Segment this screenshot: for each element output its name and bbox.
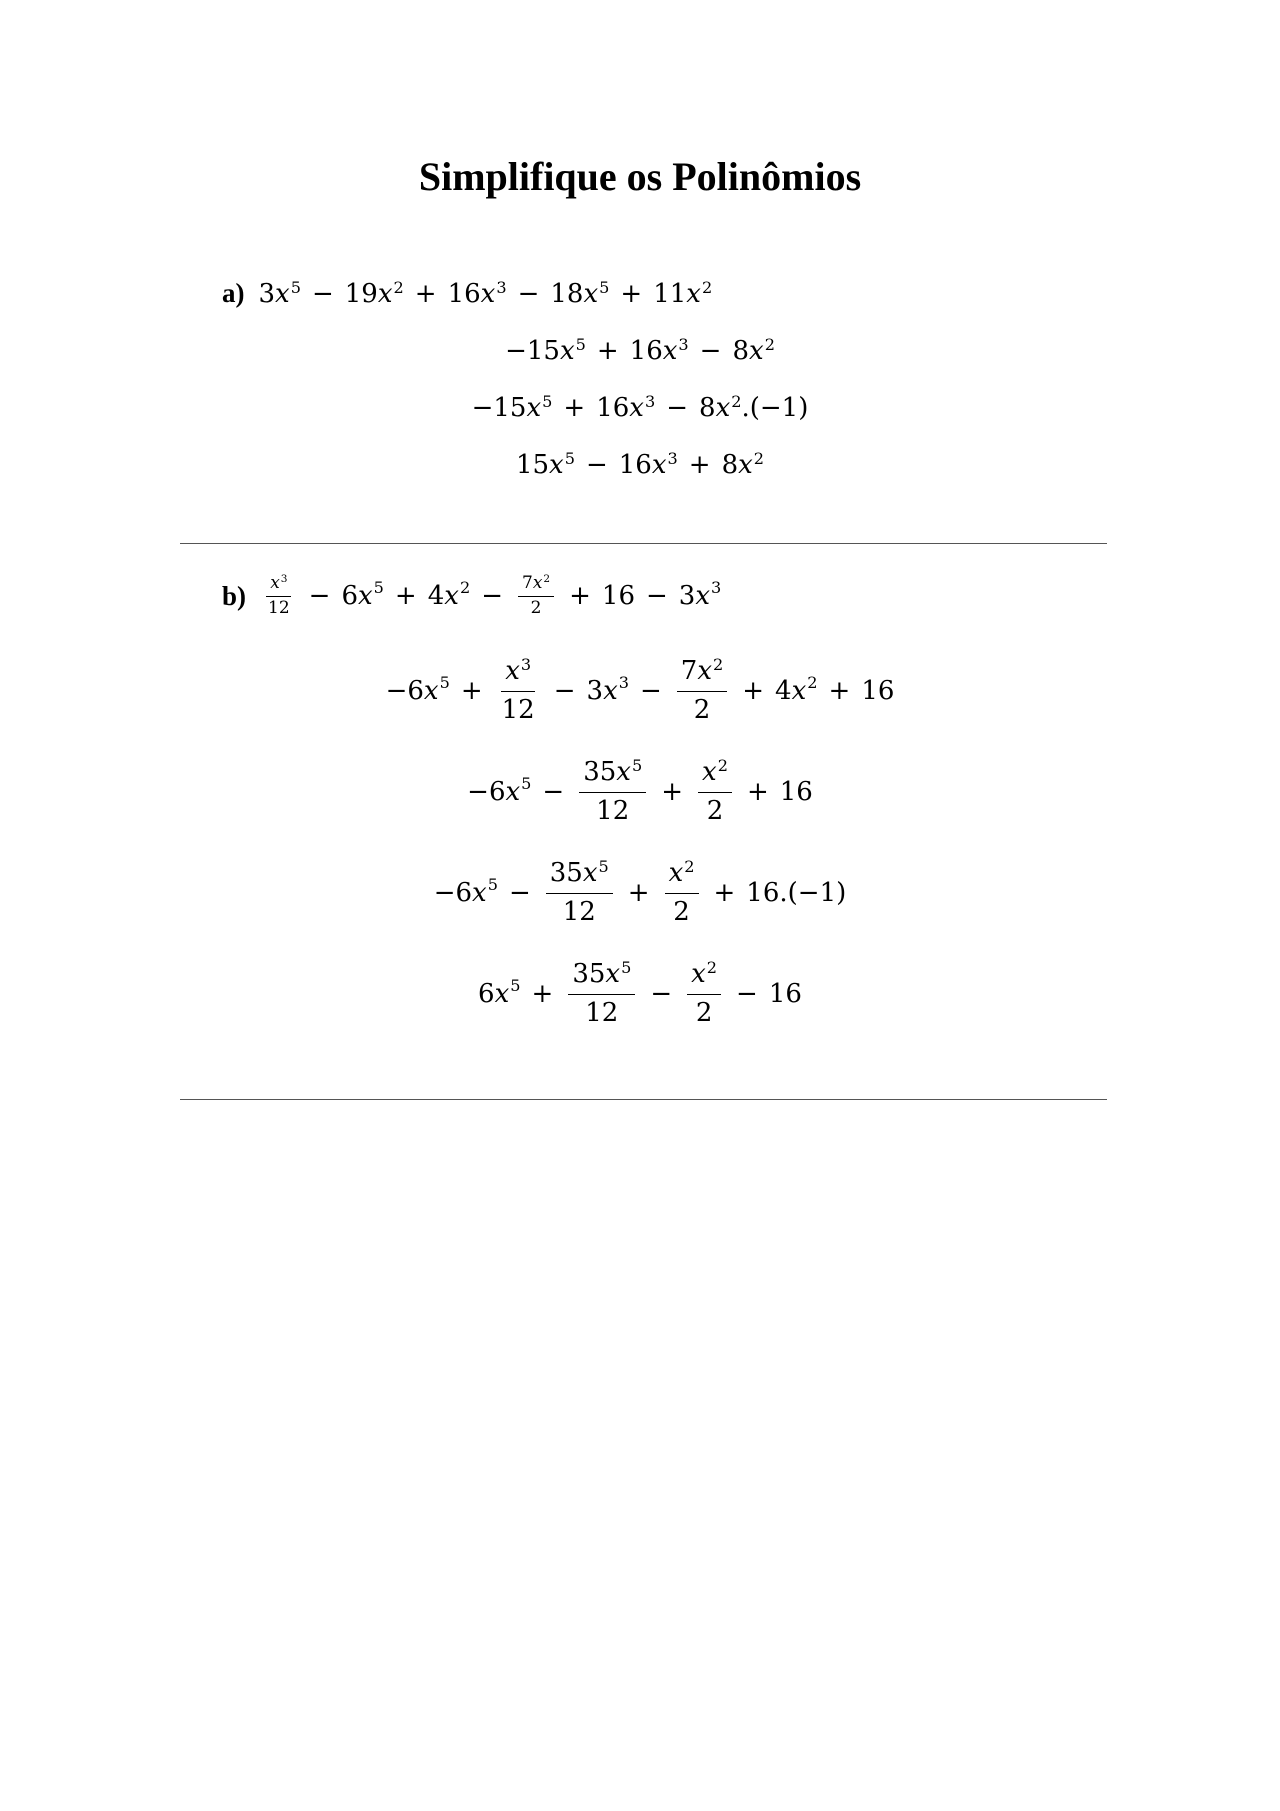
problem-b-statement (222, 574, 721, 618)
problem-b-step-1: −6 x $^5$ + $\frac{x^3}{12}$ − 3 x $^3$ − $\frac{7x^2}{2}$ + 4 x $^2$ + 16 (385, 655, 895, 725)
problem-a-step-2: $-15x^5 + 16x^3 - 8x^2.(-1)$ (471, 392, 809, 423)
section-divider (180, 543, 1107, 544)
section-divider-bottom (180, 1099, 1107, 1100)
problem-a-label: a) (222, 278, 245, 308)
problem-a-statement (222, 278, 712, 309)
problem-a-expression: $3x^5 - 19x^2 + 16x^3 - 18x^5 + 11x^2$ (258, 277, 713, 309)
problem-b-expression: $\frac{x^3}{12}$ − 6 x $^5$ + 4 x $^2$ − $\frac{7x^2}{2}$ + 16 − 3 x $^3$ (268, 573, 722, 618)
problem-b-step-2: −6 x $^5$ − $\frac{35x^5}{12}$ + $\frac{x^2}{2}$ + 16 (467, 756, 813, 826)
page-title: Simplifique os Polinômios (418, 154, 862, 199)
problem-b-step-3: −6 x $^5$ − $\frac{35x^5}{12}$ + $\frac{x^2}{2}$ + 16.(−1) (433, 857, 847, 927)
problem-a-result: $15x^5 - 16x^3 + 8x^2$ (515, 449, 765, 480)
problem-b-label: b) (222, 580, 247, 611)
problem-a-step-1: $-15x^5 + 16x^3 - 8x^2$ (505, 335, 775, 366)
problem-b-result: 6 x $^5$ + $\frac{35x^5}{12}$ − $\frac{x^2}{2}$ − 16 (478, 958, 802, 1028)
